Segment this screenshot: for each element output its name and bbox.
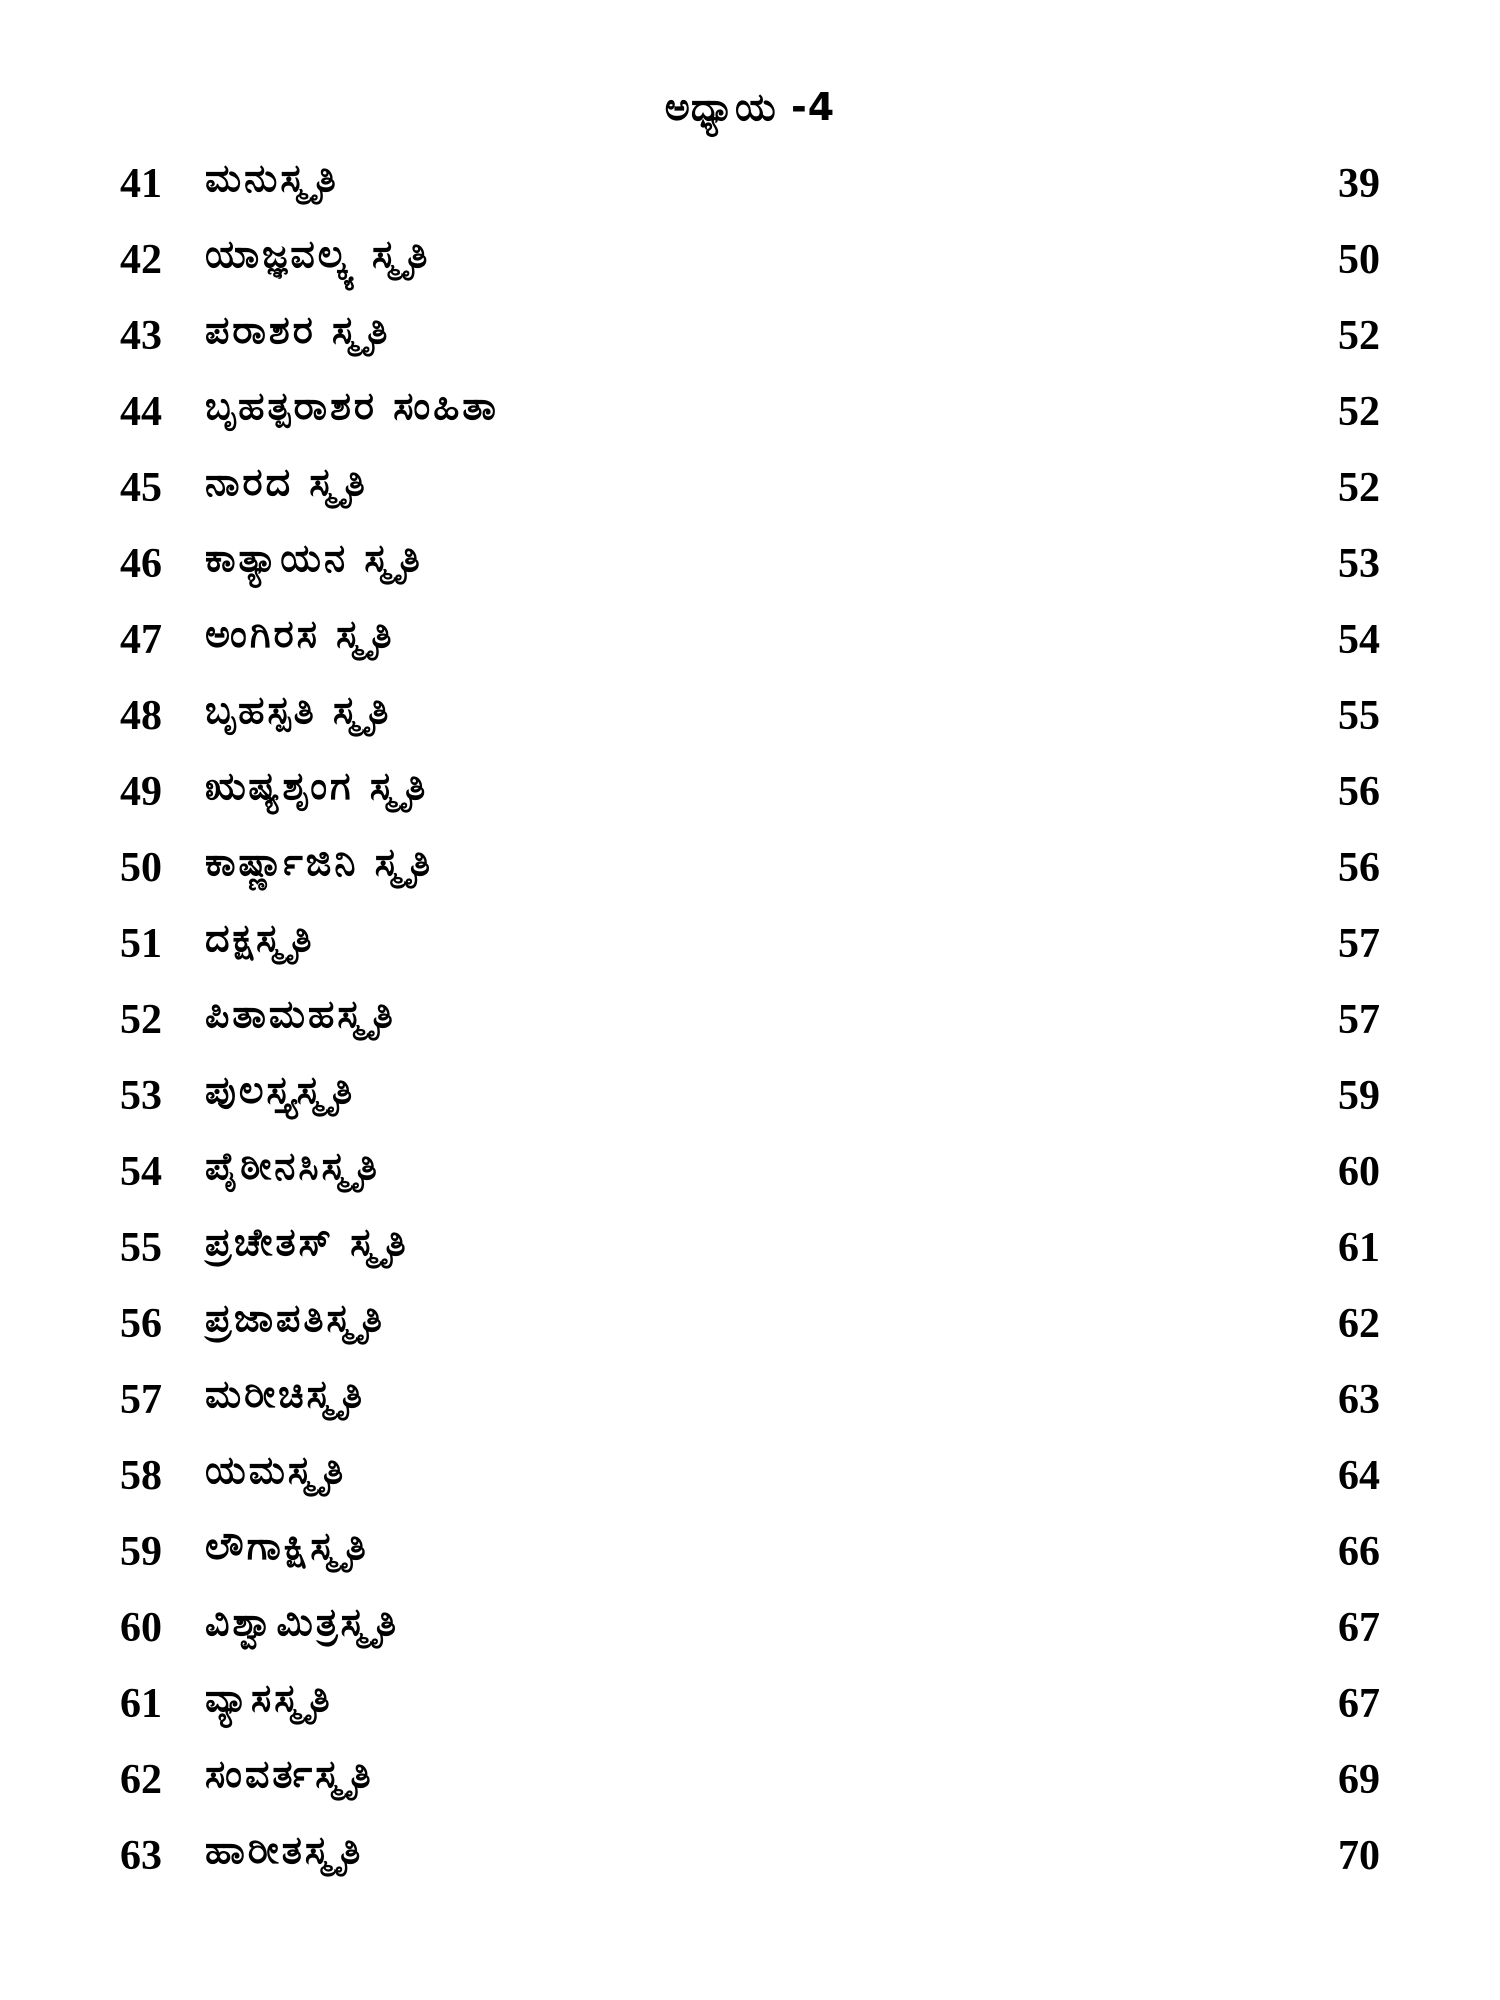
entry-title: ದಕ್ಷಸ್ಮೃತಿ	[205, 916, 315, 960]
contents-entry	[0, 1518, 1500, 1594]
entry-number: 42	[120, 237, 162, 283]
contents-entry	[0, 986, 1500, 1062]
contents-entry	[0, 910, 1500, 986]
entry-page-number: 57	[1338, 921, 1380, 967]
entry-page-number: 66	[1338, 1529, 1380, 1575]
entry-number: 61	[120, 1681, 162, 1727]
entry-page-number: 50	[1338, 237, 1380, 283]
entry-number: 58	[120, 1453, 162, 1499]
entry-number: 63	[120, 1833, 162, 1879]
entry-title: ಋಷ್ಯಶೃಂಗ ಸ್ಮೃತಿ	[205, 764, 429, 808]
entry-page-number: 57	[1338, 997, 1380, 1043]
entry-title: ಪುಲಸ್ತ್ಯಸ್ಮೃತಿ	[205, 1068, 356, 1112]
entry-number: 55	[120, 1225, 162, 1271]
contents-entry	[0, 682, 1500, 758]
contents-entry	[0, 302, 1500, 378]
entry-page-number: 52	[1338, 465, 1380, 511]
entry-page-number: 67	[1338, 1605, 1380, 1651]
entry-page-number: 64	[1338, 1453, 1380, 1499]
chapter-heading: ಅಧ್ಯಾಯ -4	[664, 85, 836, 129]
entry-page-number: 52	[1338, 313, 1380, 359]
contents-entry	[0, 1594, 1500, 1670]
entry-page-number: 56	[1338, 769, 1380, 815]
entry-title: ಅಂಗಿರಸ ಸ್ಮೃತಿ	[205, 612, 395, 656]
entry-number: 45	[120, 465, 162, 511]
entry-page-number: 39	[1338, 161, 1380, 207]
entry-title: ಸಂವರ್ತಸ್ಮೃತಿ	[205, 1752, 374, 1796]
contents-entry	[0, 834, 1500, 910]
entry-title: ನಾರದ ಸ್ಮೃತಿ	[205, 460, 368, 504]
entry-number: 53	[120, 1073, 162, 1119]
entry-title: ಬೃಹತ್ಪರಾಶರ ಸಂಹಿತಾ	[205, 384, 499, 428]
entry-number: 50	[120, 845, 162, 891]
entry-number: 54	[120, 1149, 162, 1195]
entry-page-number: 52	[1338, 389, 1380, 435]
entry-page-number: 54	[1338, 617, 1380, 663]
entry-page-number: 53	[1338, 541, 1380, 587]
contents-entry	[0, 150, 1500, 226]
entry-number: 49	[120, 769, 162, 815]
entry-title: ವ್ಯಾಸಸ್ಮೃತಿ	[205, 1676, 333, 1720]
contents-entry	[0, 1290, 1500, 1366]
entry-page-number: 70	[1338, 1833, 1380, 1879]
entry-title: ಲೌಗಾಕ್ಷಿಸ್ಮೃತಿ	[205, 1524, 369, 1568]
entry-page-number: 55	[1338, 693, 1380, 739]
entry-number: 44	[120, 389, 162, 435]
entry-title: ಪ್ರಚೇತಸ್ ಸ್ಮೃತಿ	[205, 1220, 409, 1264]
entry-number: 48	[120, 693, 162, 739]
entry-title: ಕಾತ್ಯಾಯನ ಸ್ಮೃತಿ	[205, 536, 423, 580]
entry-number: 59	[120, 1529, 162, 1575]
entry-title: ಹಾರೀತಸ್ಮೃತಿ	[205, 1828, 364, 1872]
entry-title: ಪಿತಾಮಹಸ್ಮೃತಿ	[205, 992, 396, 1036]
entry-number: 51	[120, 921, 162, 967]
contents-entry	[0, 1214, 1500, 1290]
entry-number: 52	[120, 997, 162, 1043]
contents-entry	[0, 1822, 1500, 1898]
contents-entry	[0, 1366, 1500, 1442]
entry-number: 43	[120, 313, 162, 359]
entry-page-number: 60	[1338, 1149, 1380, 1195]
contents-entry	[0, 454, 1500, 530]
entry-title: ಮರೀಚಿಸ್ಮೃತಿ	[205, 1372, 366, 1416]
contents-entry	[0, 1746, 1500, 1822]
entry-page-number: 63	[1338, 1377, 1380, 1423]
entry-number: 56	[120, 1301, 162, 1347]
entry-title: ಬೃಹಸ್ಪತಿ ಸ್ಮೃತಿ	[205, 688, 392, 732]
entry-page-number: 59	[1338, 1073, 1380, 1119]
entry-number: 62	[120, 1757, 162, 1803]
contents-entry	[0, 378, 1500, 454]
entry-page-number: 67	[1338, 1681, 1380, 1727]
entry-title: ಪೈಠೀನಸಿಸ್ಮೃತಿ	[205, 1144, 380, 1188]
entry-number: 47	[120, 617, 162, 663]
contents-entry	[0, 226, 1500, 302]
entry-title: ವಿಶ್ವಾಮಿತ್ರಸ್ಮೃತಿ	[205, 1600, 399, 1644]
contents-entry	[0, 758, 1500, 834]
entry-title: ಪ್ರಜಾಪತಿಸ್ಮೃತಿ	[205, 1296, 385, 1340]
entry-number: 46	[120, 541, 162, 587]
entry-title: ಮನುಸ್ಮೃತಿ	[205, 156, 339, 200]
entry-title: ಕಾರ್ಷ್ಣಾಜಿನಿ ಸ್ಮೃತಿ	[205, 840, 434, 884]
entry-page-number: 62	[1338, 1301, 1380, 1347]
contents-entry	[0, 1138, 1500, 1214]
entry-number: 57	[120, 1377, 162, 1423]
entry-page-number: 61	[1338, 1225, 1380, 1271]
entry-page-number: 56	[1338, 845, 1380, 891]
entry-page-number: 69	[1338, 1757, 1380, 1803]
contents-entry	[0, 1442, 1500, 1518]
entry-title: ಯಾಜ್ಞವಲ್ಕ್ಯ ಸ್ಮೃತಿ	[205, 232, 431, 276]
contents-entry	[0, 606, 1500, 682]
contents-entry	[0, 530, 1500, 606]
entry-title: ಪರಾಶರ ಸ್ಮೃತಿ	[205, 308, 391, 352]
contents-entry	[0, 1062, 1500, 1138]
entry-title: ಯಮಸ್ಮೃತಿ	[205, 1448, 347, 1492]
entry-number: 60	[120, 1605, 162, 1651]
contents-entry	[0, 1670, 1500, 1746]
entry-number: 41	[120, 161, 162, 207]
